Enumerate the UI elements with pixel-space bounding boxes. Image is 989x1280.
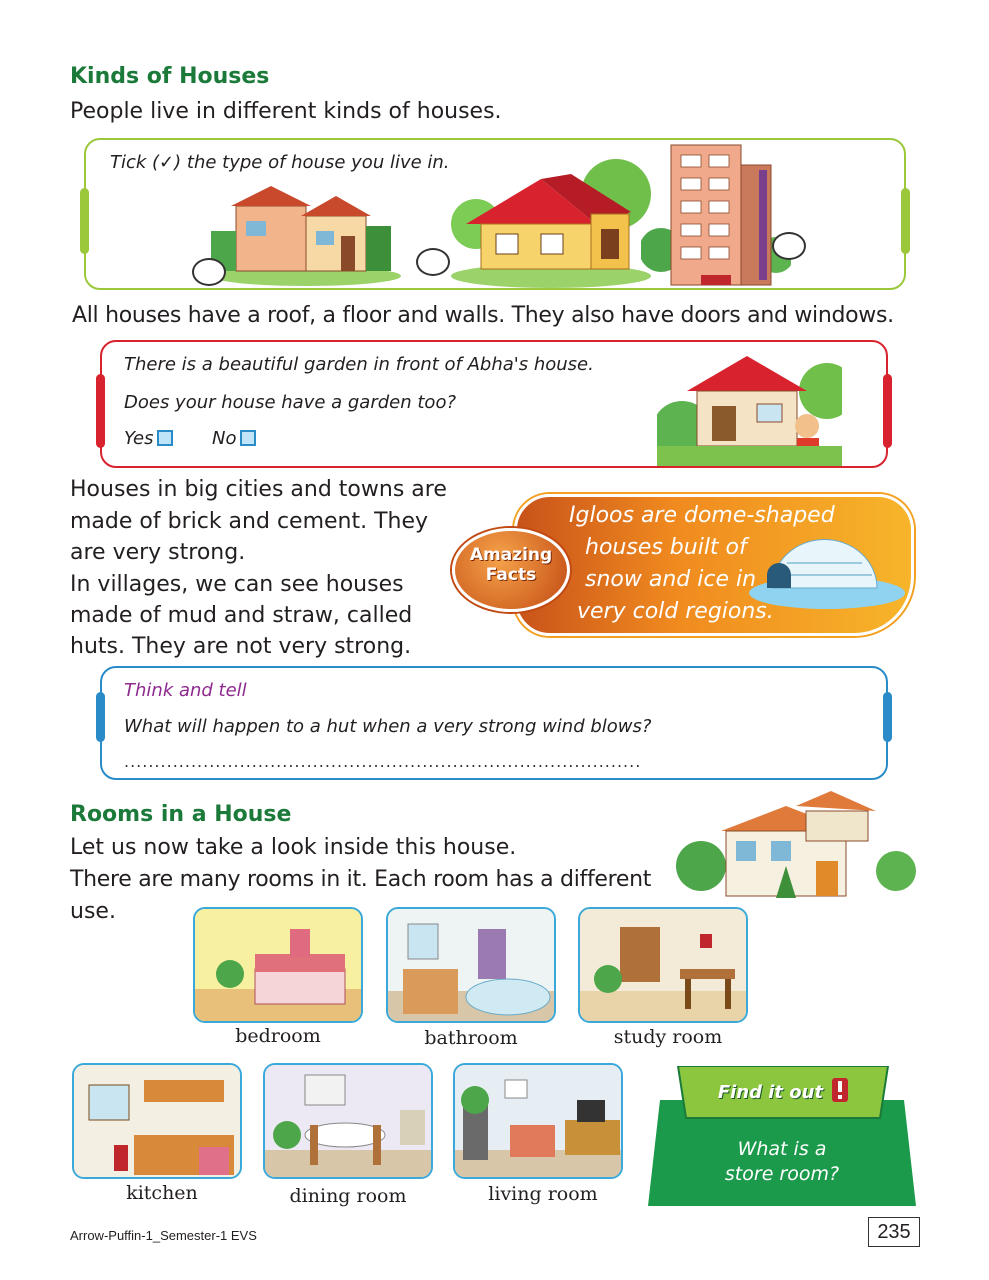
room-card-kitchen bbox=[72, 1063, 242, 1179]
tick-circle-bungalow[interactable] bbox=[192, 258, 226, 286]
fact-line-2: houses built of bbox=[585, 535, 747, 560]
box-tab-right bbox=[883, 374, 892, 448]
room-label-bedroom: bedroom bbox=[235, 1025, 321, 1047]
tick-prompt: Tick (✓) the type of house you live in. bbox=[110, 152, 450, 173]
think-title: Think and tell bbox=[124, 680, 247, 701]
footer-book-title: Arrow-Puffin-1_Semester-1 EVS bbox=[70, 1228, 257, 1243]
room-label-study-room: study room bbox=[613, 1026, 723, 1048]
materials-line-4: In villages, we can see houses bbox=[70, 572, 404, 597]
living-room-icon bbox=[455, 1065, 623, 1179]
box-tab-left bbox=[80, 188, 89, 254]
kitchen-icon bbox=[74, 1065, 242, 1179]
materials-line-2: made of brick and cement. They bbox=[70, 509, 429, 534]
room-card-bathroom bbox=[386, 907, 556, 1023]
room-card-living-room bbox=[453, 1063, 623, 1179]
bathroom-icon bbox=[388, 909, 556, 1023]
find-it-out-question-2: store room? bbox=[724, 1163, 840, 1185]
room-card-bedroom bbox=[193, 907, 363, 1023]
yes-label: Yes bbox=[124, 428, 154, 449]
room-label-bathroom: bathroom bbox=[424, 1027, 518, 1049]
room-label-living-room: living room bbox=[488, 1183, 598, 1205]
fact-line-1: Igloos are dome-shaped bbox=[569, 503, 835, 528]
badge-line-1: Amazing bbox=[469, 545, 553, 565]
tick-circle-cottage[interactable] bbox=[416, 248, 450, 276]
rooms-line-3: use. bbox=[70, 899, 116, 924]
materials-line-6: huts. They are not very strong. bbox=[70, 634, 412, 659]
intro-text: People live in different kinds of houses. bbox=[70, 99, 502, 124]
exclamation-icon bbox=[832, 1078, 848, 1102]
find-it-out-title: Find it out bbox=[717, 1082, 824, 1103]
materials-line-3: are very strong. bbox=[70, 540, 246, 565]
rooms-line-1: Let us now take a look inside this house. bbox=[70, 835, 517, 860]
house-parts-text: All houses have a roof, a floor and walls. They also have doors and windows. bbox=[72, 303, 894, 328]
find-it-out-question-1: What is a bbox=[737, 1138, 827, 1160]
garden-line-1: There is a beautiful garden in front of Abha's house. bbox=[124, 354, 594, 375]
amazing-facts-banner bbox=[514, 494, 914, 636]
fact-line-3: snow and ice in bbox=[585, 567, 757, 592]
yes-checkbox[interactable] bbox=[157, 430, 173, 446]
amazing-facts-badge bbox=[452, 528, 570, 612]
think-and-tell-box bbox=[100, 666, 888, 780]
materials-line-5: made of mud and straw, called bbox=[70, 603, 413, 628]
garden-line-2: Does your house have a garden too? bbox=[124, 392, 457, 413]
bungalow-house-icon bbox=[206, 176, 406, 286]
yes-option[interactable] bbox=[124, 428, 173, 449]
no-checkbox[interactable] bbox=[240, 430, 256, 446]
garden-question-box bbox=[100, 340, 888, 468]
tick-circle-apartment[interactable] bbox=[772, 232, 806, 260]
dining-room-icon bbox=[265, 1065, 433, 1179]
room-label-kitchen: kitchen bbox=[126, 1182, 198, 1204]
box-tab-left bbox=[96, 692, 105, 742]
no-option[interactable] bbox=[212, 428, 256, 449]
badge-line-2: Facts bbox=[485, 565, 537, 585]
find-it-out-title-wrap bbox=[708, 1078, 858, 1112]
box-tab-left bbox=[96, 374, 105, 448]
box-tab-right bbox=[901, 188, 910, 254]
box-tab-right bbox=[883, 692, 892, 742]
two-storey-house-icon bbox=[676, 786, 916, 906]
rooms-line-2: There are many rooms in it. Each room has a different bbox=[70, 867, 652, 892]
page-number: 235 bbox=[868, 1217, 920, 1247]
answer-line[interactable]: ..................................................................................... bbox=[124, 752, 642, 771]
think-question: What will happen to a hut when a very strong wind blows? bbox=[124, 716, 652, 737]
tick-house-box bbox=[84, 138, 906, 290]
abha-house-garden-icon bbox=[657, 346, 842, 466]
study-room-icon bbox=[580, 909, 748, 1023]
cottage-house-icon bbox=[446, 154, 656, 289]
room-card-dining-room bbox=[263, 1063, 433, 1179]
apartment-building-icon bbox=[641, 130, 791, 290]
no-label: No bbox=[212, 428, 237, 449]
room-label-dining-room: dining room bbox=[289, 1185, 407, 1207]
room-card-study-room bbox=[578, 907, 748, 1023]
materials-line-1: Houses in big cities and towns are bbox=[70, 477, 447, 502]
section-heading-kinds-of-houses: Kinds of Houses bbox=[70, 64, 270, 89]
fact-line-4: very cold regions. bbox=[577, 599, 774, 624]
bedroom-icon bbox=[195, 909, 363, 1023]
section-heading-rooms: Rooms in a House bbox=[70, 802, 292, 827]
